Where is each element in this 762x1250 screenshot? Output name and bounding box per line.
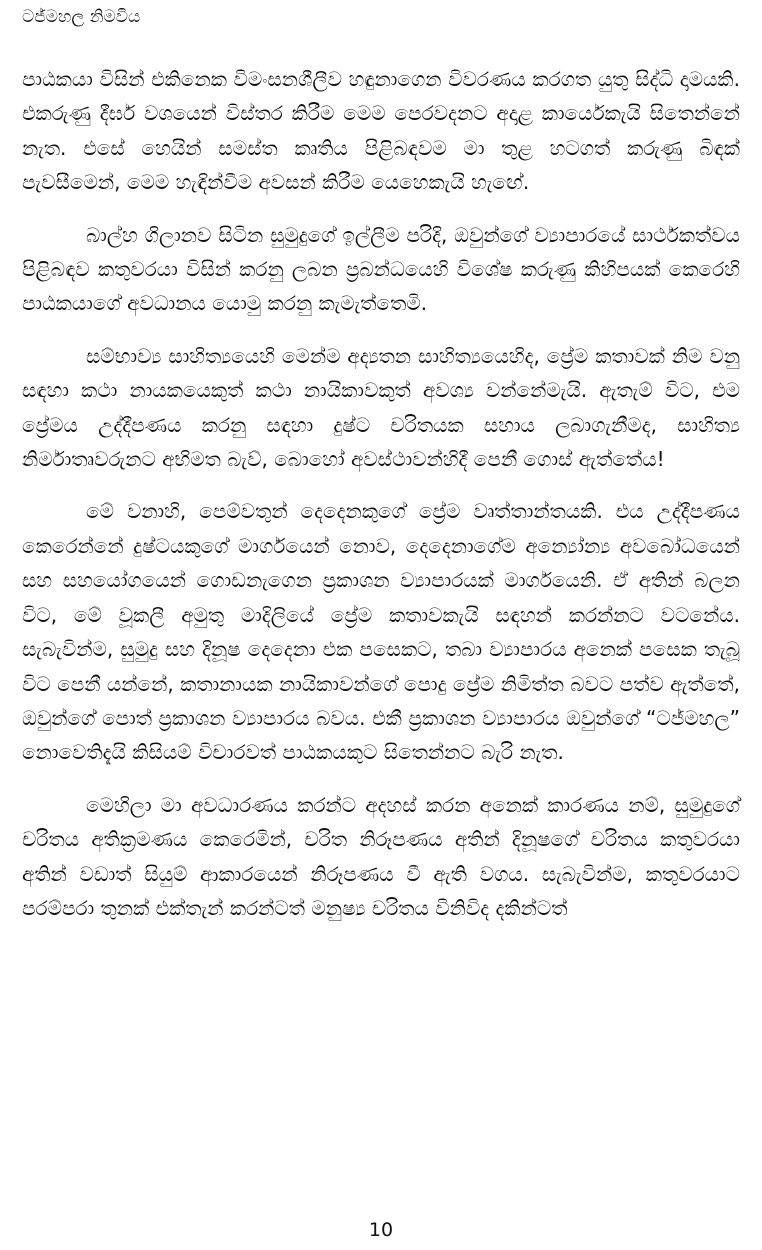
paragraph-2: බාල්හ ගිලානව සිටින සුමුදුගේ ඉල්ලීම පරිදි, ඔවුන්ගේ ව්‍යාපාරයේ සාර්ථකත්වය පිළිබඳව කතුවරයා විසින් කරනු ලබන ප්‍රබන්ධයෙහි විශේෂ කරුණු කිහිපයක් කෙරෙහි පාඨකයාගේ අවධානය යොමු කරනු කැමැත්තෙමි. [22,222,740,316]
paragraph-1: පාඨකයා විසින් එකිනෙක විමංසනශීලීව හඳුනාගෙන විවරණය කරගත යුතු සිද්ධි දාමයකි. එකරුණු දීර්ඝ වශයෙන් විස්තර කිරීම මෙම පෙරවදනට අදාළ කාර්යෙකැයි සිතෙන්නේ නැත. එසේ හෙයින් සමස්ත කෘතිය පිළිබඳවම මා තුළ හටගත් කරුණු බිඳක් පැවසීමෙන්, මෙම හැඳින්වීම අවසන් කිරීම යෙහෙකැයි හැඟේ. [22,67,740,195]
running-header: ටජ්මහල නිමවිය [22,7,141,27]
page-number: 10 [368,1219,394,1241]
body-text [22,62,740,943]
paragraph-4: මේ වනාහි, පෙම්වතුන් දෙදෙනකුගේ ප්‍රේම වෘත්තාන්තයකි. එය උද්දීපණය කෙරෙන්නේ දුෂ්ටයකුගේ මාර්ගයෙන් නොව, දෙදෙනාගේම අන්‍යෝන්‍ය අවබෝධයෙන් සහ සහයෝගයෙන් ගොඩනැගෙන ප්‍රකාශන ව්‍යාපාරයක් මාර්ගයෙනි. ඒ අතින් බලන විට, මේ වූකලී අමුතු මාදිලියේ ප්‍රේම කතාවකැයි සඳහන් කරන්නට වටනේය. සැබැවින්ම, සුමුදු සහ දිනූෂ දෙදෙනා එක පසෙකට, තබා ව්‍යාපාරය අනෙක් පසෙක තැබූ විට පෙනී යන්නේ, කතානායක නායිකාවන්ගේ පොදු ප්‍රේම නිමිත්ත බවට පත්ව ඇත්තේ, ඔවුන්ගේ පොත් ප්‍රකාශන ව්‍යාපාරය බවය. එකී ප්‍රකාශන ව්‍යාපාරය ඔවුන්ගේ “ටජ්මහල” නොවෙතිදැයි කිසියම් විචාරවත් පාඨකයකුට සිතෙන්නට බැරි නැත. [22,499,740,765]
paragraph-5: මෙහිලා මා අවධාරණය කරන්ට අදහස් කරන අනෙක් කාරණය නම්, සුමුදුගේ චරිතය අතික්‍රමණය කෙරෙමින්, චරිත නිරූපණය අතින් දිනූෂගේ චරිතය කතුවරයා අතින් වඩාත් සියුම් ආකාරයෙන් නිරූපණය වී ඇති වගය. සැබැවින්ම, කතුවරයාට පරම්පරා තුනක් එක්තැන් කරන්ටත් මනුෂ්‍ය චරිතය විනිවිද දකින්ටත් [22,792,740,920]
paragraph-3: සම්භාව්‍ය සාහිත්‍යයෙහි මෙන්ම අද්‍යතන සාහිත්‍යයෙහිද, ප්‍රේම කතාවක් නිම වනු සඳහා කථා නායකයෙකුත් කථා නායිකාවකුත් අවශ්‍ය වන්නේමැයි. ඇතැම් විට, එම ප්‍රේමය උද්දීපණය කරනු සඳහා දුෂ්ට චරිතයක සහාය ලබාගැනීමද, සාහිත්‍ය නිර්මාතෘවරුනට අභිමත බැව්, බොහෝ අවස්ථාවන්හිදී පෙනී ගොස් ඇත්තේය! [22,343,740,472]
